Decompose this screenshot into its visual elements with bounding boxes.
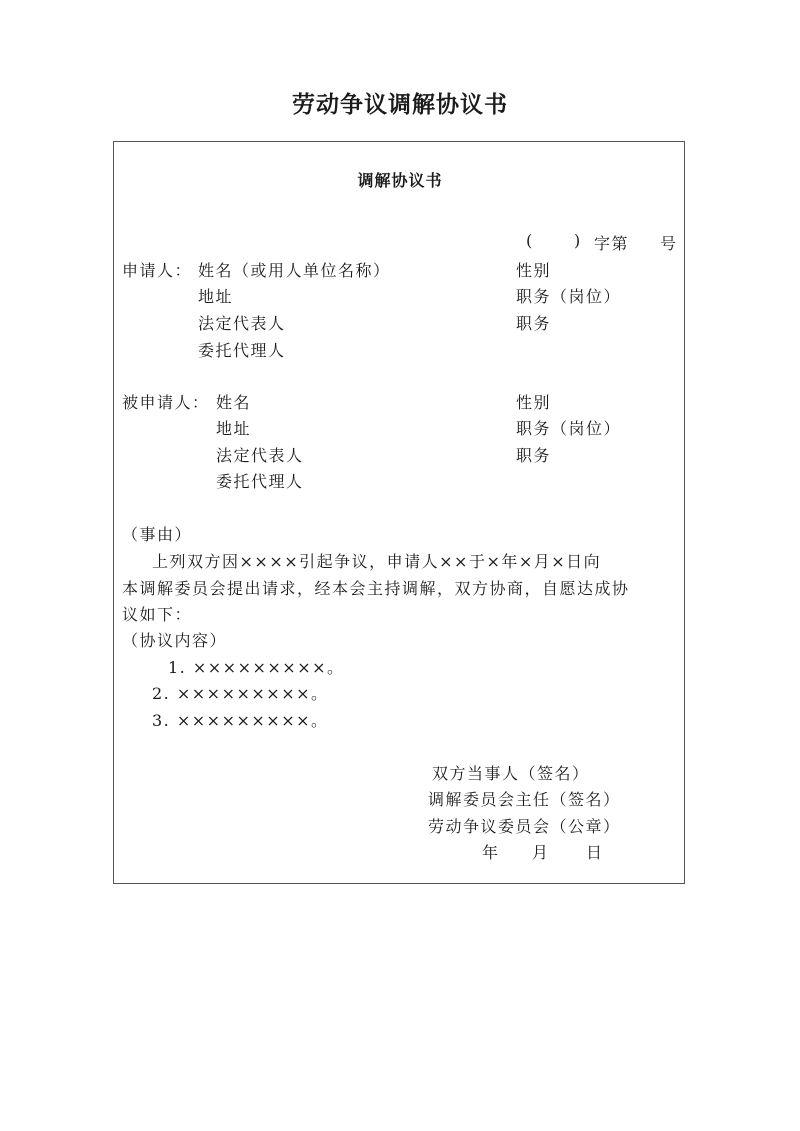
doc-number-open-paren: (: [526, 231, 534, 250]
respondent-agent-field: 委托代理人: [216, 472, 304, 491]
matter-line-1: 上列双方因××××引起争议，申请人××于×年×月×日向: [152, 552, 602, 571]
applicant-address-field: 地址: [198, 287, 234, 306]
date-year: 年: [482, 843, 500, 862]
agreement-item-3: 3. ×××××××××。: [152, 711, 329, 730]
applicant-legal-rep-field: 法定代表人: [198, 314, 286, 333]
applicant-agent-field: 委托代理人: [198, 341, 286, 360]
doc-number-hao: 号: [660, 234, 678, 253]
applicant-position-field: 职务（岗位）: [516, 287, 622, 306]
committee-seal-line: 劳动争议委员会（公章）: [428, 817, 621, 836]
respondent-name-field: 姓名: [216, 393, 252, 412]
agreement-item-2: 2. ×××××××××。: [152, 684, 329, 703]
form-title: 调解协议书: [357, 171, 443, 190]
respondent-gender-field: 性别: [516, 393, 552, 412]
page-title: 劳动争议调解协议书: [292, 91, 508, 118]
respondent-duty-field: 职务: [516, 446, 552, 465]
applicant-gender-field: 性别: [516, 261, 552, 280]
respondent-legal-rep-field: 法定代表人: [216, 446, 304, 465]
chair-signature-line: 调解委员会主任（签名）: [428, 790, 621, 809]
respondent-address-field: 地址: [216, 419, 252, 438]
matter-line-3: 议如下：: [122, 605, 193, 624]
applicant-name-field: 姓名（或用人单位名称）: [198, 261, 391, 280]
agreement-item-1: 1. ×××××××××。: [168, 658, 345, 677]
matter-heading: （事由）: [122, 525, 193, 544]
date-month: 月: [532, 843, 550, 862]
respondent-position-field: 职务（岗位）: [516, 419, 622, 438]
doc-number-zi-di: 字第: [594, 234, 630, 253]
agreement-heading: （协议内容）: [122, 631, 228, 650]
date-day: 日: [586, 843, 604, 862]
applicant-duty-field: 职务: [516, 314, 552, 333]
doc-number-close-paren: ): [574, 231, 582, 250]
matter-line-2: 本调解委员会提出请求，经本会主持调解，双方协商，自愿达成协: [122, 579, 630, 598]
respondent-label: 被申请人：: [122, 393, 210, 412]
parties-signature-line: 双方当事人（签名）: [432, 764, 590, 783]
applicant-label: 申请人：: [122, 261, 193, 280]
